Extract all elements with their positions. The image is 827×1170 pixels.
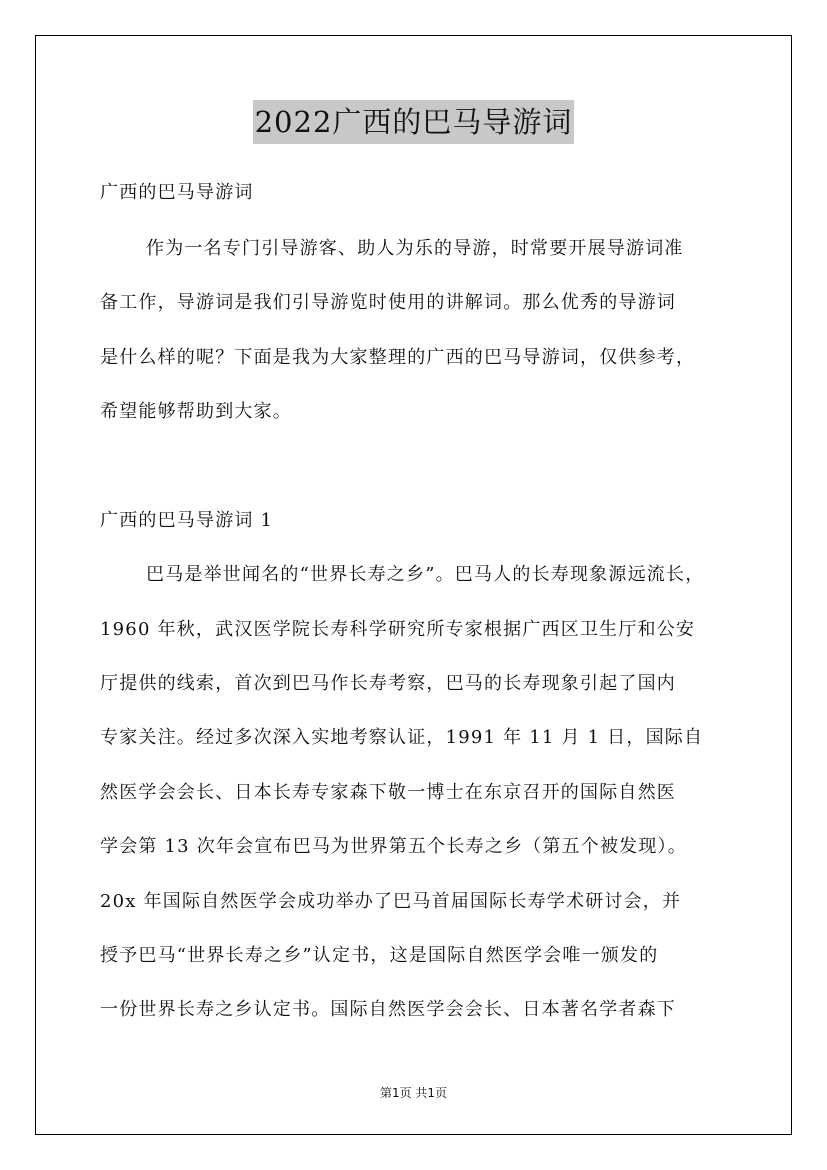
intro-line: 希望能够帮助到大家。 bbox=[100, 401, 292, 422]
intro-line: 备工作，导游词是我们引导游览时使用的讲解词。那么优秀的导游词 bbox=[100, 292, 676, 313]
body-line: 学会第 13 次年会宣布巴马为世界第五个长寿之乡（第五个被发现）。 bbox=[100, 836, 687, 857]
intro-line: 作为一名专门引导游客、助人为乐的导游，时常要开展导游词准 bbox=[146, 238, 684, 259]
body-line: 1960 年秋，武汉医学院长寿科学研究所专家根据广西区卫生厅和公安 bbox=[100, 619, 696, 640]
body-line: 授予巴马“世界长寿之乡”认定书，这是国际自然医学会唯一颁发的 bbox=[100, 945, 659, 966]
body-line: 20x 年国际自然医学会成功举办了巴马首届国际长寿学术研讨会，并 bbox=[100, 891, 682, 912]
document-title: 2022广西的巴马导游词 bbox=[253, 100, 575, 144]
document-title-container bbox=[0, 100, 827, 144]
body-line: 厅提供的线索，首次到巴马作长寿考察，巴马的长寿现象引起了国内 bbox=[100, 673, 676, 694]
body-line: 专家关注。经过多次深入实地考察认证，1991 年 11 月 1 日，国际自 bbox=[100, 727, 704, 748]
section-heading-intro: 广西的巴马导游词 bbox=[100, 182, 254, 203]
body-line: 巴马是举世闻名的“世界长寿之乡”。巴马人的长寿现象源远流长， bbox=[146, 564, 705, 585]
section-heading-1: 广西的巴马导游词 1 bbox=[100, 510, 274, 531]
intro-line: 是什么样的呢？下面是我为大家整理的广西的巴马导游词，仅供参考， bbox=[100, 347, 696, 368]
body-line: 然医学会会长、日本长寿专家森下敬一博士在东京召开的国际自然医 bbox=[100, 782, 676, 803]
body-line: 一份世界长寿之乡认定书。国际自然医学会会长、日本著名学者森下 bbox=[100, 999, 676, 1020]
page-footer: 第1页 共1页 bbox=[379, 1086, 448, 1100]
